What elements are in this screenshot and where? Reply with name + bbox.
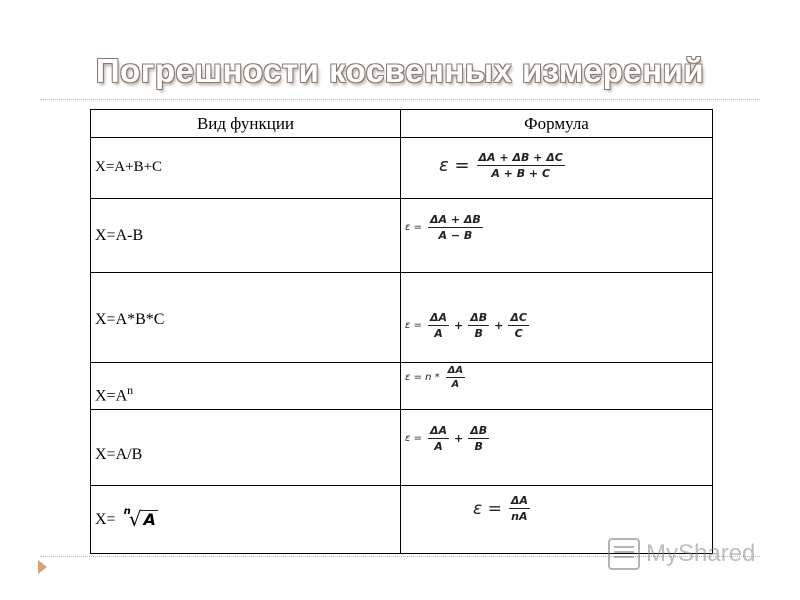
epsilon-label: ε = bbox=[405, 222, 422, 233]
fraction-numerator: ΔC bbox=[510, 311, 527, 324]
slide-title: Погрешности косвенных измерений bbox=[95, 52, 705, 89]
formula-cell bbox=[401, 410, 713, 486]
function-base: X=A bbox=[95, 387, 128, 404]
table-row bbox=[91, 199, 713, 273]
fraction-numerator: ΔB bbox=[470, 424, 488, 437]
formula bbox=[405, 424, 492, 453]
epsilon-label: ε = bbox=[405, 320, 422, 331]
function-cell bbox=[91, 486, 401, 554]
epsilon-label: ε = bbox=[439, 154, 470, 176]
fraction-numerator: ΔA bbox=[510, 494, 528, 507]
formula-cell bbox=[401, 138, 713, 199]
plus-sign: + bbox=[454, 432, 464, 445]
function-exponent: n bbox=[127, 382, 134, 397]
fraction-denominator: B bbox=[474, 440, 483, 453]
formula bbox=[439, 151, 568, 180]
fraction-denominator: C bbox=[514, 327, 523, 340]
fraction-denominator: A bbox=[451, 379, 460, 390]
fraction-numerator: ΔB bbox=[470, 311, 488, 324]
header-function-type: Вид функции bbox=[91, 110, 401, 138]
function-cell bbox=[91, 273, 401, 363]
function-text: X=A-B bbox=[95, 226, 144, 244]
presentation-icon bbox=[608, 538, 640, 570]
table-row bbox=[91, 363, 713, 410]
formula-cell bbox=[401, 199, 713, 273]
plus-sign: + bbox=[494, 319, 504, 332]
root-expression bbox=[123, 506, 158, 531]
fraction-numerator: ΔA bbox=[447, 365, 464, 376]
formula-cell bbox=[401, 363, 713, 410]
function-base: X= bbox=[95, 510, 116, 528]
epsilon-label: ε = bbox=[405, 433, 422, 444]
function-cell bbox=[91, 363, 401, 410]
fraction-denominator: B bbox=[474, 327, 483, 340]
formula bbox=[473, 494, 533, 523]
watermark bbox=[608, 538, 755, 570]
fraction-denominator: A + B + C bbox=[491, 166, 551, 180]
formula-cell bbox=[401, 273, 713, 363]
formula-table bbox=[90, 109, 713, 554]
epsilon-label: ε = bbox=[473, 498, 502, 519]
top-divider bbox=[40, 99, 760, 100]
function-text bbox=[95, 506, 158, 531]
fraction-numerator: ΔA bbox=[429, 311, 447, 324]
table-row bbox=[91, 138, 713, 199]
fraction-denominator: A bbox=[434, 327, 443, 340]
formula bbox=[405, 213, 486, 242]
table-row bbox=[91, 273, 713, 363]
watermark-text: MyShared bbox=[646, 540, 756, 567]
fraction-numerator: ΔA + ΔB bbox=[429, 213, 481, 226]
function-text: X=A+B+C bbox=[95, 159, 163, 175]
fraction-denominator: A − B bbox=[438, 229, 473, 242]
fraction-denominator: nA bbox=[511, 510, 528, 523]
fraction-numerator: ΔA bbox=[429, 424, 447, 437]
root-argument: A bbox=[143, 510, 156, 529]
root-index: n bbox=[123, 506, 131, 517]
fraction-numerator: ΔA + ΔB + ΔC bbox=[478, 150, 563, 164]
function-text: X=A/B bbox=[95, 446, 143, 463]
function-text: X=A*B*C bbox=[95, 311, 165, 328]
formula bbox=[405, 365, 468, 390]
bullet-arrow-icon bbox=[38, 560, 47, 574]
plus-sign: + bbox=[454, 319, 464, 332]
formula bbox=[405, 311, 532, 340]
function-text bbox=[95, 383, 133, 405]
radical-icon: √ bbox=[128, 507, 142, 531]
function-cell bbox=[91, 138, 401, 199]
header-formula: Формула bbox=[401, 110, 713, 138]
function-cell bbox=[91, 199, 401, 273]
table-row bbox=[91, 410, 713, 486]
function-cell bbox=[91, 410, 401, 486]
table-header-row bbox=[91, 110, 713, 138]
fraction-denominator: A bbox=[434, 440, 443, 453]
epsilon-label: ε = n * bbox=[405, 372, 440, 383]
